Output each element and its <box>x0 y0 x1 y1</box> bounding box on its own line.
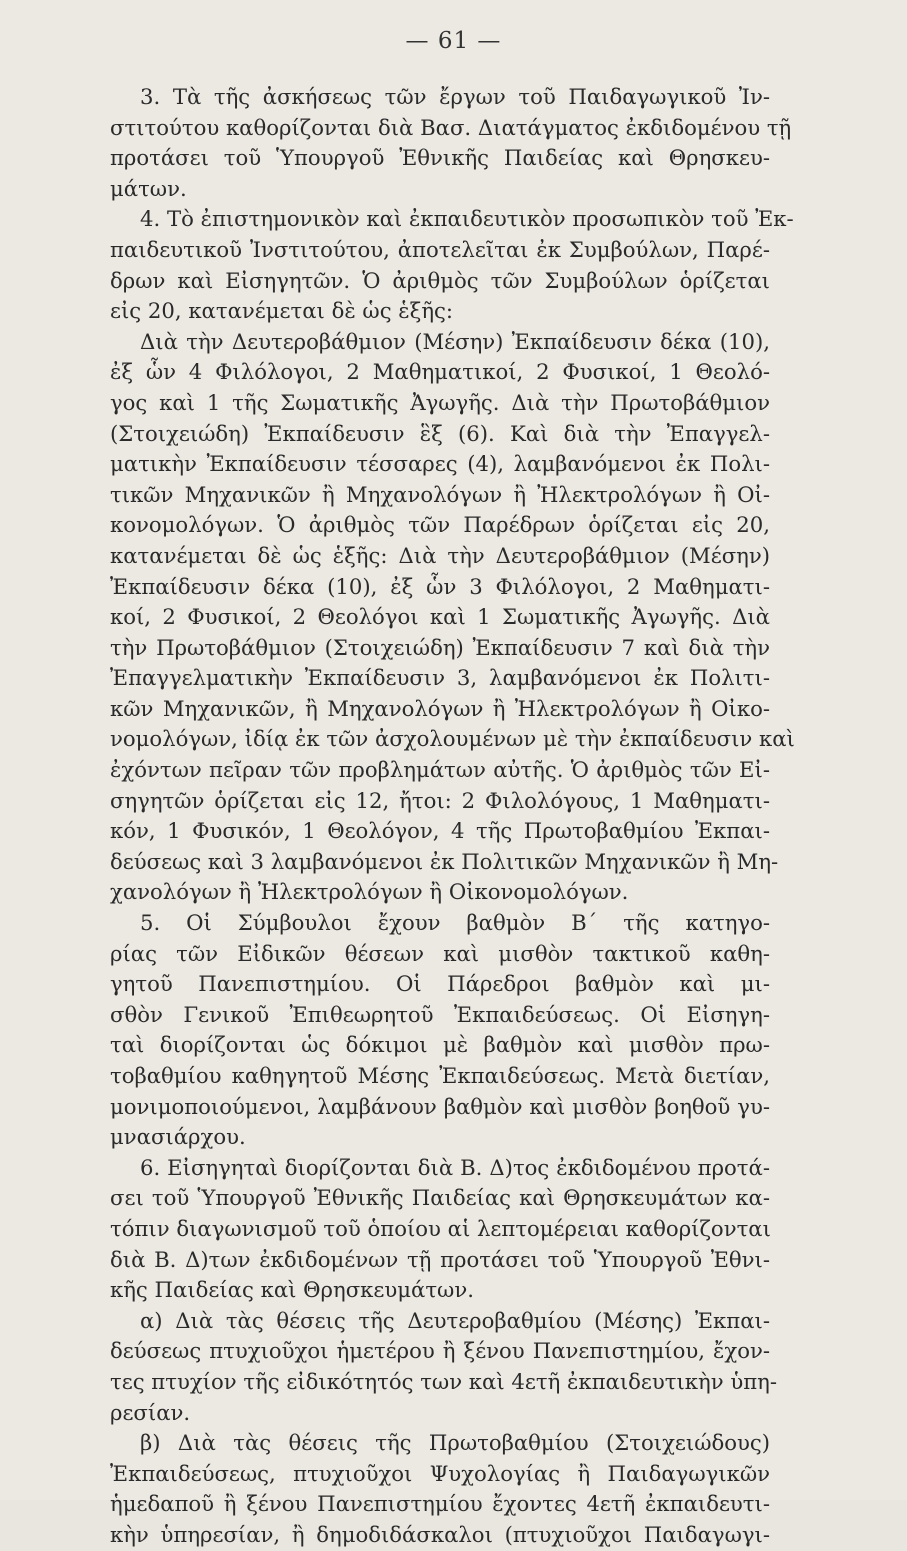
text-line: δρων καὶ Εἰσηγητῶν. Ὁ ἀριθμὸς τῶν Συμβούλων ὁρίζεται <box>110 267 770 293</box>
text-line: (Στοιχειώδη) Ἐκπαίδευσιν ἓξ (6). Καὶ διὰ τὴν Ἐπαγγελ- <box>110 420 770 446</box>
text-line: τὴν Πρωτοβάθμιον (Στοιχειώδη) Ἐκπαίδευσιν 7 καὶ διὰ τὴν <box>110 634 770 660</box>
text-line: στιτούτου καθορίζονται διὰ Βασ. Διατάγματος ἐκδιδομένου τῇ <box>110 114 792 140</box>
text-line: κὴν ὑπηρεσίαν, ἢ δημοδιδάσκαλοι (πτυχιοῦχοι Παιδαγωγι- <box>110 1521 770 1547</box>
page-body-text <box>110 82 795 1551</box>
text-line: ρεσίαν. <box>110 1399 191 1425</box>
text-line: ἐχόντων πεῖραν τῶν προβλημάτων αὐτῆς. Ὁ ἀριθμὸς τῶν Εἰ- <box>110 757 770 783</box>
text-line: κόν, 1 Φυσικόν, 1 Θεολόγον, 4 τῆς Πρωτοβαθμίου Ἐκπαι- <box>110 818 770 844</box>
text-line: χανολόγων ἢ Ἠλεκτρολόγων ἢ Οἰκονομολόγων. <box>110 879 629 905</box>
text-line: παιδευτικοῦ Ἰνστιτούτου, ἀποτελεῖται ἐκ Συμβούλων, Παρέ- <box>110 236 770 262</box>
text-line: γος καὶ 1 τῆς Σωματικῆς Ἀγωγῆς. Διὰ τὴν Πρωτοβάθμιον <box>110 389 770 415</box>
text-line: ἐξ ὧν 4 Φιλόλογοι, 2 Μαθηματικοί, 2 Φυσικοί, 1 Θεολό- <box>110 359 770 385</box>
text-line: τόπιν διαγωνισμοῦ τοῦ ὁποίου αἱ λεπτομέρειαι καθορίζονται <box>110 1215 771 1241</box>
text-line: κοί, 2 Φυσικοί, 2 Θεολόγοι καὶ 1 Σωματικῆς Ἀγωγῆς. Διὰ <box>110 604 770 630</box>
text-line: κῶν Μηχανικῶν, ἢ Μηχανολόγων ἢ Ἠλεκτρολόγων ἢ Οἰκο- <box>110 695 770 721</box>
text-line: σει τοῦ Ὑπουργοῦ Ἐθνικῆς Παιδείας καὶ Θρησκευμάτων κα- <box>110 1185 770 1211</box>
text-line: δεύσεως καὶ 3 λαμβανόμενοι ἐκ Πολιτικῶν Μηχανικῶν ἢ Μη- <box>110 848 779 874</box>
text-line: 6. Εἰσηγηταὶ διορίζονται διὰ Β. Δ)τος ἐκδιδομένου προτά- <box>140 1154 770 1180</box>
text-line: μνασιάρχου. <box>110 1124 246 1150</box>
text-line: 4. Τὸ ἐπιστημονικὸν καὶ ἐκπαιδευτικὸν προσωπικὸν τοῦ Ἐκ- <box>140 206 794 232</box>
text-line: μάτων. <box>110 175 187 201</box>
text-line: εἰς 20, κατανέμεται δὲ ὡς ἑξῆς: <box>110 298 454 324</box>
text-line: Διὰ τὴν Δευτεροβάθμιον (Μέσην) Ἐκπαίδευσιν δέκα (10), <box>140 328 770 354</box>
text-line: τικῶν Μηχανικῶν ἢ Μηχανολόγων ἢ Ἠλεκτρολόγων ἢ Οἰ- <box>110 481 770 507</box>
text-line: σηγητῶν ὁρίζεται εἰς 12, ἤτοι: 2 Φιλολόγους, 1 Μαθηματι- <box>110 787 770 813</box>
text-line: προτάσει τοῦ Ὑπουργοῦ Ἐθνικῆς Παιδείας καὶ Θρησκευ- <box>110 145 770 171</box>
text-line: μονιμοποιούμενοι, λαμβάνουν βαθμὸν καὶ μισθὸν βοηθοῦ γυ- <box>110 1093 770 1119</box>
text-line: σθὸν Γενικοῦ Ἐπιθεωρητοῦ Ἐκπαιδεύσεως. Οἱ Εἰσηγη- <box>110 1001 770 1027</box>
text-line: ἡμεδαποῦ ἢ ξένου Πανεπιστημίου ἔχοντες 4ετῆ ἐκπαιδευτι- <box>110 1491 770 1517</box>
text-line: 5. Οἱ Σύμβουλοι ἔχουν βαθμὸν Β΄ τῆς κατηγο- <box>140 910 770 936</box>
text-line: Ἐκπαιδεύσεως, πτυχιοῦχοι Ψυχολογίας ἢ Παιδαγωγικῶν <box>110 1460 770 1486</box>
text-line: Ἐκπαίδευσιν δέκα (10), ἐξ ὧν 3 Φιλόλογοι, 2 Μαθηματι- <box>110 573 770 599</box>
text-line: κατανέμεται δὲ ὡς ἑξῆς: Διὰ τὴν Δευτεροβάθμιον (Μέσην) <box>110 542 770 568</box>
text-line: Ἐπαγγελματικὴν Ἐκπαίδευσιν 3, λαμβανόμενοι ἐκ Πολιτι- <box>110 665 770 691</box>
text-line: τες πτυχίον τῆς εἰδικότητός των καὶ 4ετῆ ἐκπαιδευτικὴν ὑπη- <box>110 1368 778 1394</box>
text-line: δεύσεως πτυχιοῦχοι ἡμετέρου ἢ ξένου Πανεπιστημίου, ἔχον- <box>110 1338 770 1364</box>
text-line: κονομολόγων. Ὁ ἀριθμὸς τῶν Παρέδρων ὁρίζεται εἰς 20, <box>110 512 770 538</box>
text-line: β) Διὰ τὰς θέσεις τῆς Πρωτοβαθμίου (Στοιχειώδους) <box>140 1430 770 1456</box>
text-line: τοβαθμίου καθηγητοῦ Μέσης Ἐκπαιδεύσεως. Μετὰ διετίαν, <box>110 1063 770 1088</box>
text-line: ματικὴν Ἐκπαίδευσιν τέσσαρες (4), λαμβανόμενοι ἐκ Πολι- <box>110 451 770 477</box>
text-line: γητοῦ Πανεπιστημίου. Οἱ Πάρεδροι βαθμὸν καὶ μι- <box>110 971 770 997</box>
text-line: νομολόγων, ἰδίᾳ ἐκ τῶν ἀσχολουμένων μὲ τὴν ἐκπαίδευσιν καὶ <box>110 726 795 752</box>
text-line: ρίας τῶν Εἰδικῶν θέσεων καὶ μισθὸν τακτικοῦ καθη- <box>110 940 770 966</box>
text-line: 3. Τὰ τῆς ἀσκήσεως τῶν ἔργων τοῦ Παιδαγωγικοῦ Ἰν- <box>140 84 770 109</box>
text-line: α) Διὰ τὰς θέσεις τῆς Δευτεροβαθμίου (Μέσης) Ἐκπαι- <box>140 1307 770 1333</box>
text-line: κῆς Παιδείας καὶ Θρησκευμάτων. <box>110 1277 474 1303</box>
text-line: ταὶ διορίζονται ὡς δόκιμοι μὲ βαθμὸν καὶ μισθὸν πρω- <box>110 1032 770 1058</box>
text-line: διὰ Β. Δ)των ἐκδιδομένων τῇ προτάσει τοῦ Ὑπουργοῦ Ἐθνι- <box>110 1246 770 1272</box>
page-number: — 61 — <box>405 28 502 54</box>
